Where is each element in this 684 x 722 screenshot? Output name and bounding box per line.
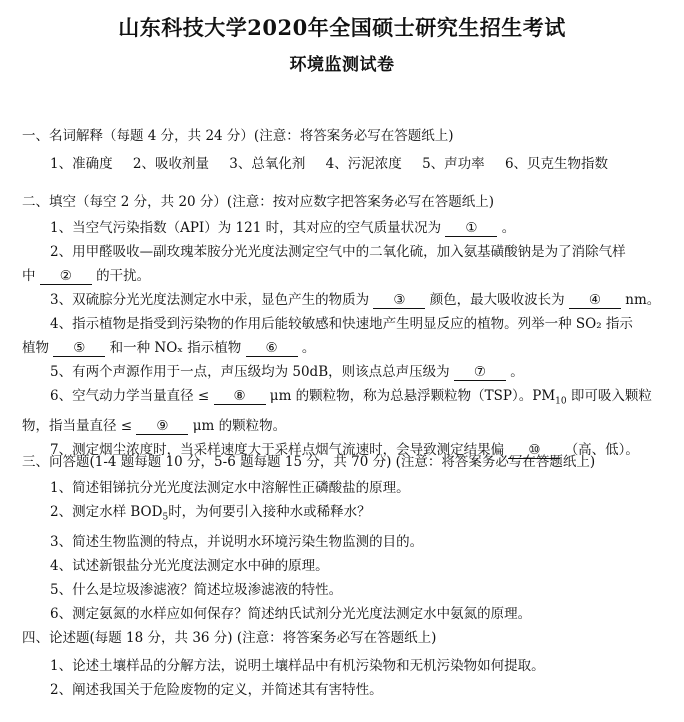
question-item	[22, 414, 672, 438]
question-text: 和一种 NOₓ 指示植物	[109, 340, 242, 356]
question-item: 2、用甲醛吸收—副玫瑰苯胺分光光度法测定空气中的二氧化硫，加入氨基磺酸钠是为了消除气样	[50, 244, 626, 260]
question-text: 。	[501, 220, 516, 236]
question-item	[22, 360, 672, 384]
section-heading: 四、论述题(每题 18 分，共 36 分) (注意：将答案务必写在答题纸上)	[22, 630, 437, 646]
question-item: 4、指示植物是指受到污染物的作用后能较敏感和快速地产生明显反应的植物。列举一种 SO₂ 指示	[50, 316, 633, 332]
answer-blank: ⑦	[454, 364, 506, 381]
exam-subject: 环境监测试卷	[289, 55, 395, 75]
subscript: 5	[162, 512, 169, 523]
question-item	[22, 264, 672, 288]
question-item: 6、测定氨氮的水样应如何保存？简述纳氏试剂分光光度法测定水中氨氮的原理。	[50, 605, 532, 622]
question-text: （高、低）。	[564, 441, 639, 458]
question-text: 即可吸入颗粒	[566, 388, 652, 404]
section-heading: 一、名词解释（每题 4 分，共 24 分）(注意：将答案务必写在答题纸上)	[22, 128, 454, 144]
term-item: 2、吸收剂量	[132, 156, 209, 172]
term-item: 4、污泥浓度	[325, 156, 402, 172]
answer-blank: ①	[445, 220, 497, 237]
question-item: 4、试述新银盐分光光度法测定水中砷的原理。	[50, 557, 329, 574]
term-list	[22, 152, 672, 176]
section-definitions	[22, 126, 672, 176]
question-text: 1、当空气污染指数（API）为 121 时，其对应的空气质量状况为	[50, 220, 442, 236]
answer-blank: ②	[40, 268, 92, 285]
term-item: 1、准确度	[50, 156, 113, 172]
question-item: 2、阐述我国关于危险废物的定义，并简述其有害特性。	[50, 682, 383, 698]
answer-blank: ⑥	[246, 340, 298, 357]
question-text: 。	[510, 364, 524, 380]
question-text: 的干扰。	[96, 268, 151, 284]
question-text: 时，为何要引入接种水或稀释水？	[168, 504, 371, 520]
question-text: 6、空气动力学当量直径 ≤	[50, 388, 210, 404]
question-text: 颜色，最大吸收波长为	[429, 292, 565, 308]
question-item: 1、论述土壤样品的分解方法，说明土壤样品中有机污染物和无机污染物如何提取。	[50, 658, 545, 674]
section-short-answer	[22, 452, 672, 626]
question-item	[22, 500, 672, 530]
answer-blank: ③	[373, 292, 425, 309]
term-item: 5、声功率	[422, 156, 485, 172]
question-item	[22, 216, 672, 240]
term-item: 6、贝克生物指数	[504, 156, 609, 172]
question-text: 植物	[22, 340, 49, 356]
question-item	[22, 336, 672, 360]
question-text: 。	[301, 340, 316, 356]
question-text: 2、测定水样 BOD	[50, 504, 163, 520]
answer-blank: ⑧	[214, 388, 266, 405]
section-heading: 三、问答题(1-4 题每题 10 分，5-6 题每题 15 分，共 70 分) (注意：将答案务必写在答题纸上)	[22, 454, 596, 470]
answer-blank: ⑨	[136, 418, 188, 435]
answer-blank: ④	[569, 292, 621, 309]
question-text: 物，指当量直径 ≤	[22, 417, 133, 434]
question-item: 5、什么是垃圾渗滤液？简述垃圾渗滤液的特性。	[50, 581, 343, 598]
section-essay	[22, 628, 672, 702]
question-text: μm 的颗粒物，称为总悬浮颗粒物（TSP）。PM	[269, 388, 556, 404]
question-item: 3、简述生物监测的特点，并说明水环境污染生物监测的目的。	[50, 533, 424, 550]
question-text: 7、测定烟尘浓度时，当采样速度大于采样点烟气流速时，会导致测定结果偏	[50, 441, 505, 458]
question-item: 1、简述钼锑抗分光光度法测定水中溶解性正磷酸盐的原理。	[50, 480, 410, 496]
section-fill-blank	[22, 192, 672, 462]
subscript: 10	[555, 396, 567, 407]
term-item: 3、总氧化剂	[229, 156, 306, 172]
question-text: 中	[22, 268, 36, 284]
answer-blank: ⑤	[53, 340, 105, 357]
answer-blank: ⑩	[508, 442, 560, 459]
question-text: 3、双硫腙分光光度法测定水中汞，显色产生的物质为	[50, 292, 370, 308]
exam-title: 山东科技大学2020年全国硕士研究生招生考试	[118, 15, 566, 40]
question-item	[22, 384, 672, 414]
question-text: μm 的颗粒物。	[192, 417, 287, 434]
question-text: 5、有两个声源作用于一点，声压级均为 50dB，则该点总声压级为	[50, 364, 450, 380]
question-item	[22, 288, 672, 312]
question-text: nm。	[625, 292, 661, 308]
section-heading: 二、填空（每空 2 分，共 20 分）(注意：按对应数字把答案务必写在答题纸上)	[22, 194, 494, 210]
